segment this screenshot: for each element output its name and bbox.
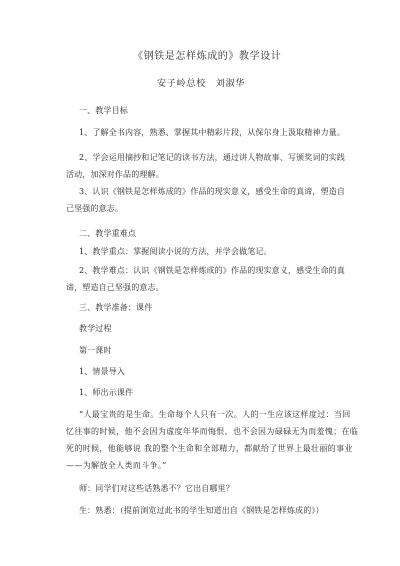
goal-3-line-2: 己坚强的意志。: [66, 204, 124, 213]
quote-line-2: 忆往事的时候，他不会因为虚度年华而悔恨，也不会因为碌碌无为而羞愧；在临: [66, 427, 359, 436]
author-line: 安子岭总校 刘淑华: [157, 79, 246, 89]
goal-2-line-1: 2、学会运用摘抄和记笔记的读书方法，通过讲人物故事、写颁奖词的实践: [79, 153, 346, 162]
goal-1: 1、了解全书内容，熟悉、掌握其中精彩片段，从保尔身上汲取精神力量。: [79, 128, 346, 137]
difficulty-line-1: 2、教学难点：认识《钢铁是怎样炼成的》作品的现实意义，感受生命的真: [79, 266, 346, 275]
student-answer: 生：熟悉：（提前浏览过此书的学生知道出自《钢铁是怎样炼成的》）: [79, 506, 324, 515]
teacher-question: 师：同学们对这些话熟悉不？它出自哪里？: [79, 484, 234, 493]
process-heading: 教学过程: [79, 324, 112, 333]
difficulty-line-2: 谛，塑造自己坚强的意志。: [66, 283, 164, 292]
show-courseware: 1、师出示课件: [79, 388, 134, 397]
quote-line-4: ——为解放全人类而斗争。”: [66, 461, 167, 470]
intro-heading: 1、情景导入: [79, 367, 125, 376]
goal-2-line-2: 活动，加深对作品的理解。: [66, 170, 164, 179]
period-heading: 第一课时: [79, 346, 112, 355]
key-point: 1、教学重点：掌握阅读小说的方法，并学会做笔记。: [79, 247, 272, 256]
section-heading-goals: 一、教学目标: [79, 106, 128, 115]
goal-3-line-1: 3、认识《钢铁是怎样炼成的》作品的现实意义，感受生命的真谛，塑造自: [79, 187, 346, 196]
section-heading-preparation: 三、教学准备：课件: [79, 303, 153, 312]
document-title: 《钢铁是怎样炼成的》教学设计: [133, 51, 282, 62]
quote-line-1: “人最宝贵的是生命。生命每个人只有一次。人的一生应该这样度过：当回: [79, 410, 351, 419]
quote-line-3: 死的时候，他能够说 我的整个生命和全部精力，都献给了世界上最壮丽的事业: [66, 444, 353, 453]
section-heading-key-points: 二、教学重难点: [79, 229, 137, 238]
